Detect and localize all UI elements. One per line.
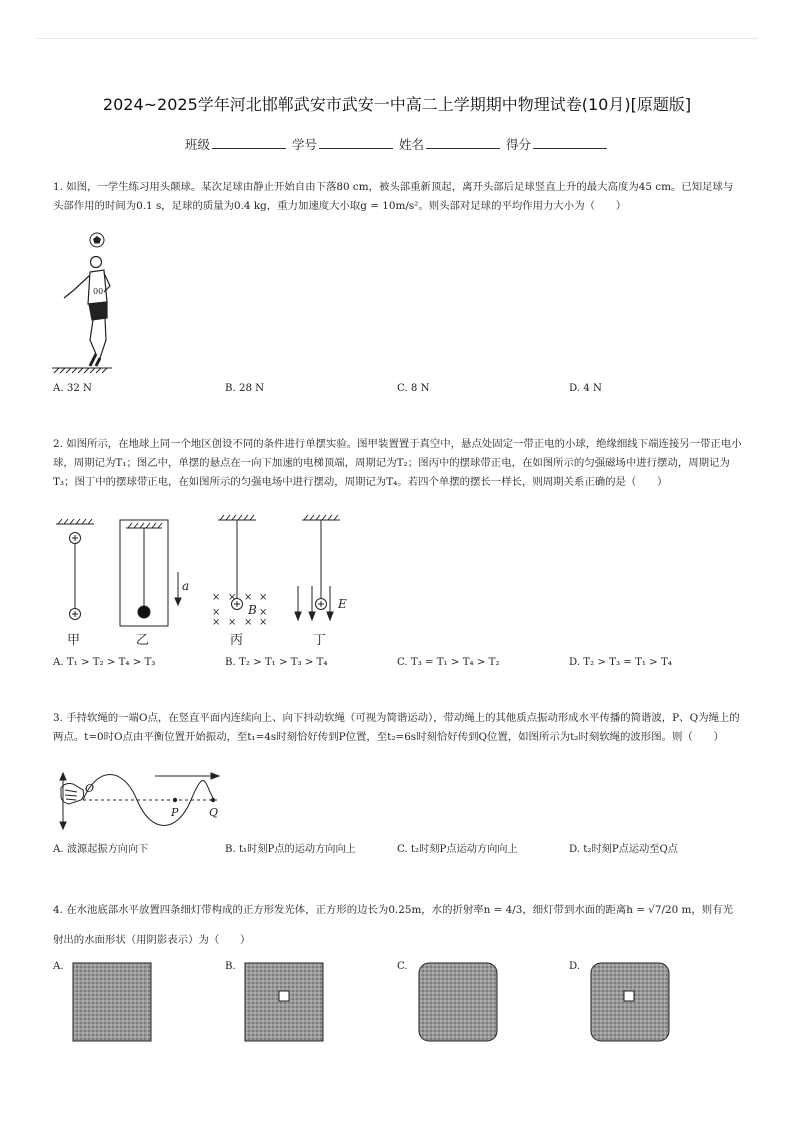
name-label: 姓名: [398, 137, 424, 152]
svg-text:00: 00: [93, 287, 104, 296]
student-info-line: [0, 135, 794, 153]
magnetic-field-crosses: [212, 592, 267, 628]
question-3-text: 3. 手持软绳的一端O点，在竖直平面内连续向上、向下抖动软绳（可视为简谐运动），带动绳上的其他质点振动形成水平传播的简谐波，P、Q为绳上的两点。t=0时O点由平衡位置开始振动，至t₁=4s时刻恰好传到P位置，至t₂=6s时刻恰好传到Q位置，如图所示为t₂时刻软绳的波形图。则（ ）: [53, 712, 740, 743]
svg-text:×: ×: [212, 607, 221, 618]
label-o: O: [85, 782, 95, 795]
top-divider: [36, 38, 758, 39]
q3-option-c[interactable]: C. t₂时刻P点运动方向向上: [397, 844, 518, 855]
q2-option-d[interactable]: D. T₂ > T₃ = T₁ > T₄: [569, 657, 672, 668]
question-2-figure: [50, 510, 370, 650]
q3-option-d[interactable]: D. t₂时刻P点运动至Q点: [569, 844, 678, 855]
question-1-text: 1. 如图，一学生练习用头颠球。某次足球由静止开始自由下落80 cm，被头部重新顶起，离开头部后足球竖直上升的最大高度为45 cm。已知足球与头部作用的时间为0.1 s，足球的质量为0.4 kg，重力加速度大小取g = 10m/s²。则头部对足球的平均作用力大小为（ ）: [53, 181, 734, 212]
ground-line: [52, 368, 112, 373]
svg-text:×: ×: [228, 617, 237, 628]
q2-option-b[interactable]: B. T₂ > T₁ > T₃ > T₄: [225, 657, 328, 668]
label-jia: 甲: [67, 633, 81, 648]
svg-text:×: ×: [212, 617, 221, 628]
pendulum-ding: [295, 515, 340, 620]
q4-option-a[interactable]: A.: [53, 961, 64, 972]
accel-symbol: a: [182, 579, 190, 593]
label-bing: 丙: [230, 633, 244, 648]
label-yi: 乙: [136, 633, 150, 648]
q2-option-c[interactable]: C. T₃ = T₁ > T₄ > T₂: [397, 657, 500, 668]
q4-shape-a[interactable]: [72, 962, 154, 1044]
label-q: Q: [209, 806, 219, 819]
electric-field-symbol: E: [338, 597, 347, 611]
score-label: 得分: [505, 137, 531, 152]
point-p-marker: [173, 798, 177, 802]
q4-option-b[interactable]: B.: [225, 961, 236, 972]
q3-option-a[interactable]: A. 波源起振方向向下: [53, 844, 149, 855]
id-blank[interactable]: [319, 138, 393, 149]
class-blank[interactable]: [212, 138, 286, 149]
q4-option-d[interactable]: D.: [569, 961, 581, 972]
svg-text:×: ×: [212, 592, 221, 603]
q4-shape-b[interactable]: [244, 962, 326, 1044]
q4-shape-c[interactable]: [418, 962, 500, 1044]
question-3-figure: [55, 770, 235, 832]
soccer-ball-icon: [90, 233, 104, 247]
id-label: 学号: [291, 137, 317, 152]
q1-option-c[interactable]: C. 8 N: [397, 383, 430, 394]
q4-shape-d[interactable]: [590, 962, 672, 1044]
q1-option-b[interactable]: B. 28 N: [225, 383, 265, 394]
label-p: P: [171, 806, 179, 819]
magnetic-field-symbol: B: [248, 603, 257, 617]
q4-option-c[interactable]: C.: [397, 961, 408, 972]
label-ding: 丁: [313, 633, 327, 648]
point-q-marker: [211, 798, 215, 802]
question-1-figure: [52, 228, 122, 376]
question-2-text: 2. 如图所示，在地球上同一个地区创设不同的条件进行单摆实验。图甲装置置于真空中，悬点处固定一带正电的小球，绝缘细线下端连接另一带正电小球，周期记为T₁；图乙中，单摆的悬点在一向下加速的电梯顶端，周期记为T₂；图丙中的摆球带正电，在如图所示的匀强磁场中进行摆动，周期记为T₃；图丁中的摆球带正电，在如图所示的匀强电场中进行摆动，周期记为T₄。若四个单摆的摆长一样长，则周期关系正确的是（ ）: [53, 438, 742, 488]
svg-text:×: ×: [259, 607, 268, 618]
q3-option-b[interactable]: B. t₁时刻P点的运动方向向上: [225, 844, 356, 855]
q1-option-a[interactable]: A. 32 N: [53, 383, 92, 394]
svg-text:×: ×: [244, 592, 253, 603]
pendulum-yi: [120, 520, 181, 626]
class-label: 班级: [184, 137, 210, 152]
pendulum-jia: [56, 519, 94, 620]
svg-text:×: ×: [244, 617, 253, 628]
svg-text:×: ×: [259, 617, 268, 628]
student-figure: [64, 257, 110, 367]
score-blank[interactable]: [533, 138, 607, 149]
name-blank[interactable]: [426, 138, 500, 149]
q2-option-a[interactable]: A. T₁ > T₂ > T₄ > T₃: [53, 657, 156, 668]
page-title: 2024~2025学年河北邯郸武安市武安一中高二上学期期中物理试卷(10月)[原题版]: [102, 95, 692, 114]
question-4-text: 4. 在水池底部水平放置四条细灯带构成的正方形发光体，正方形的边长为0.25m，水的折射率n = 4/3，细灯带到水面的距离h = √7/20 m，则有光射出的水面形状（用阴影表示）为（ ）: [53, 904, 733, 946]
svg-text:×: ×: [228, 592, 237, 603]
hand-icon: [61, 784, 84, 805]
q1-option-d[interactable]: D. 4 N: [569, 383, 602, 394]
svg-text:×: ×: [259, 592, 268, 603]
